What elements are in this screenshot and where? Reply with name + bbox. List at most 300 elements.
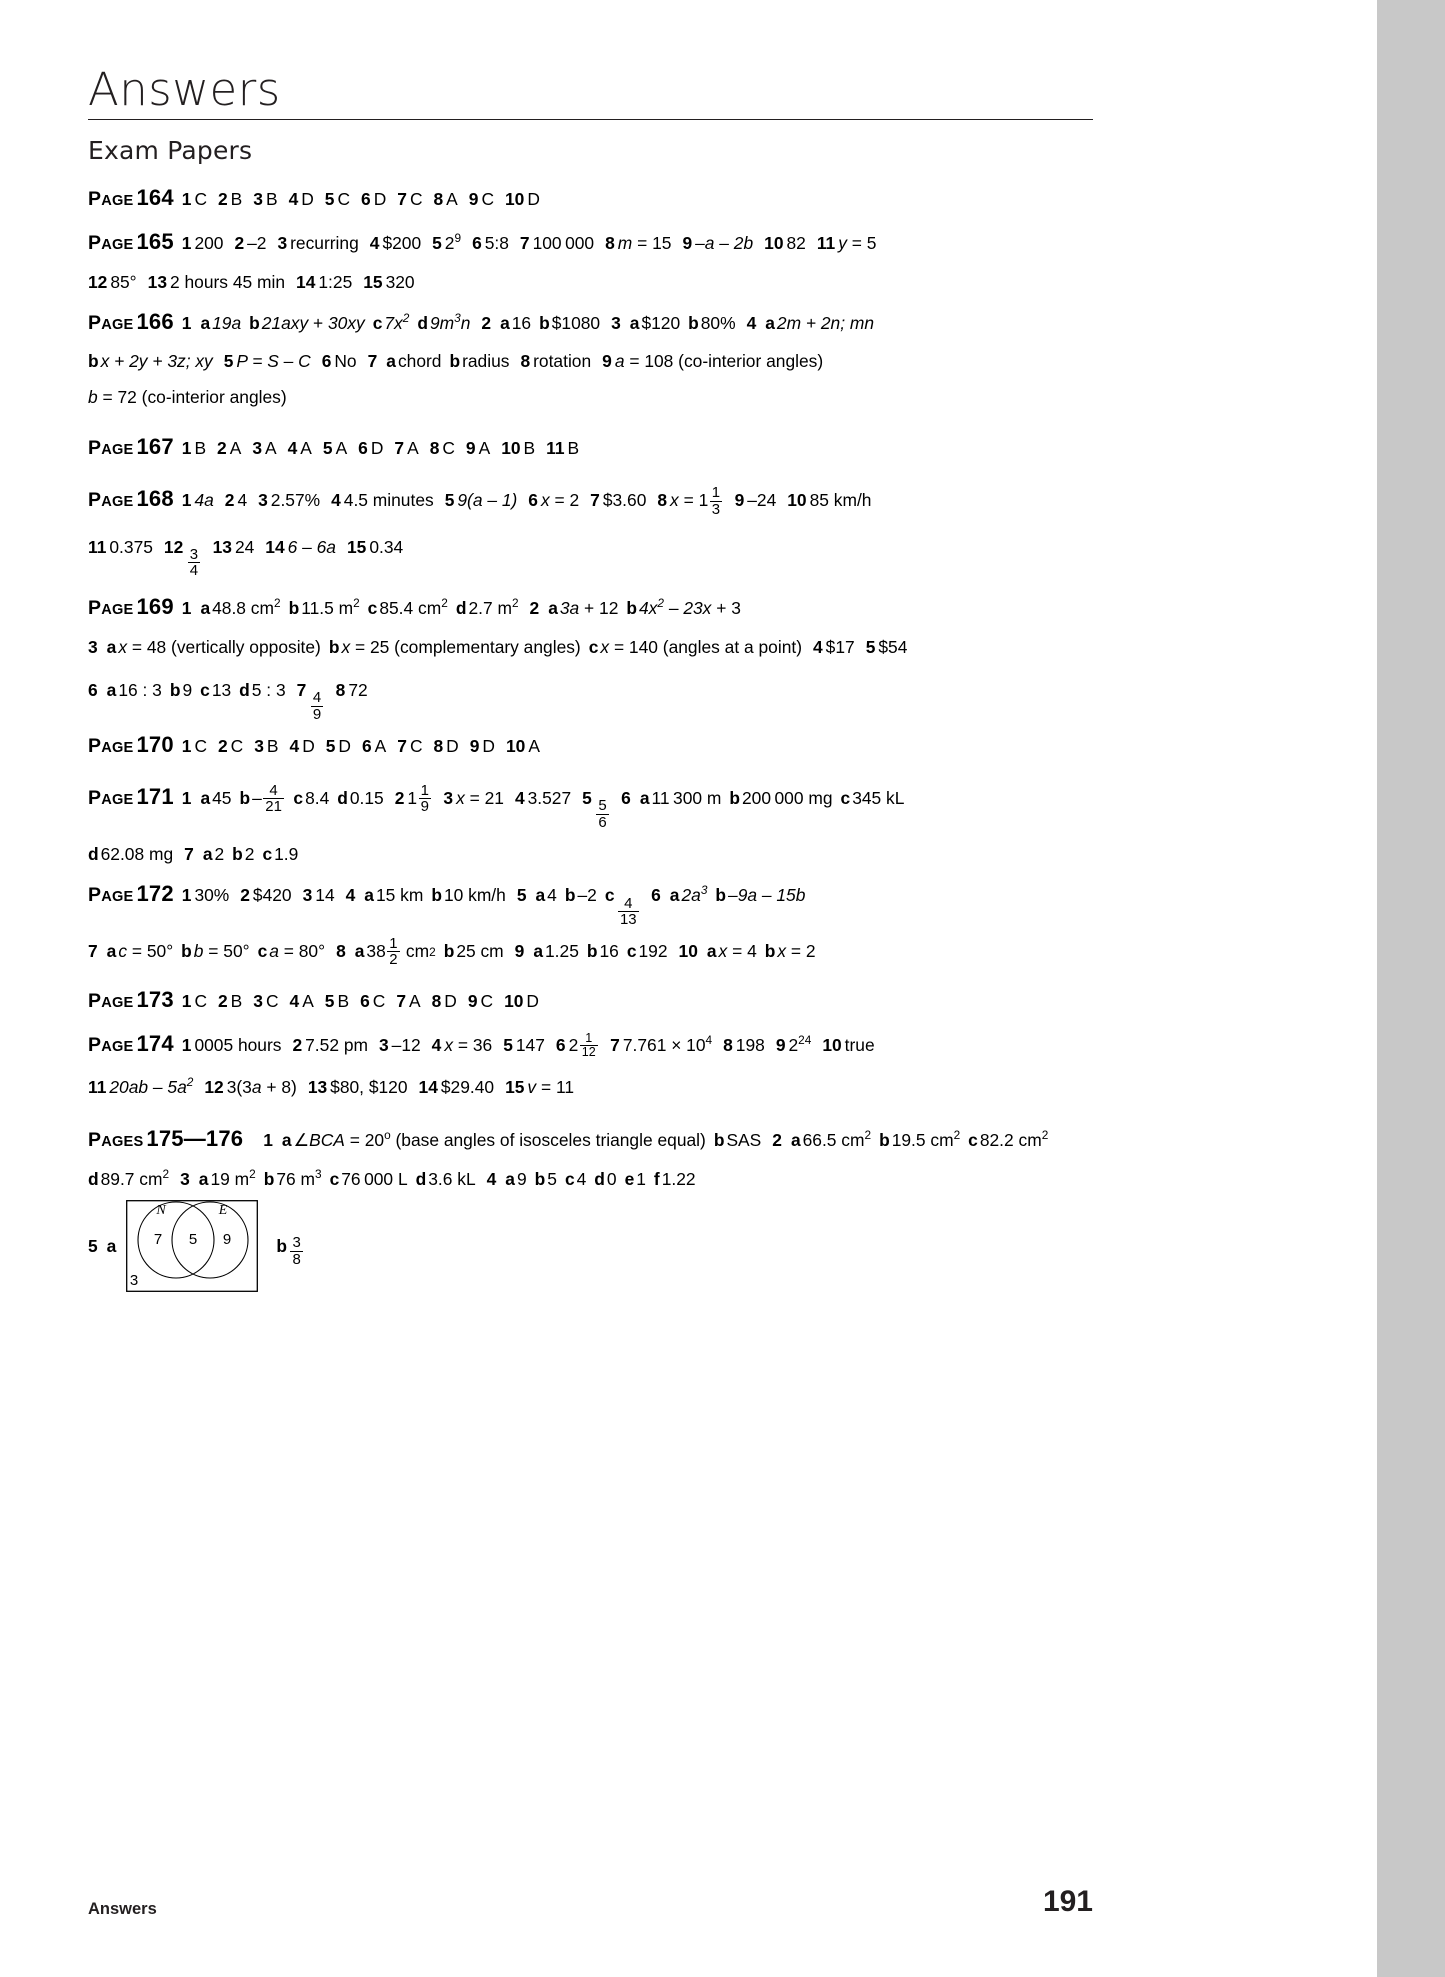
question-number: 2: [218, 990, 228, 1011]
answer-value: D: [302, 735, 315, 756]
answer-value: 85°: [110, 271, 137, 292]
question-number: 8: [335, 680, 346, 701]
answer-value: 82: [786, 233, 806, 254]
question-number: 4: [345, 885, 356, 906]
part-label: b: [764, 941, 776, 962]
question-number: 14: [418, 1077, 438, 1098]
part-label: b: [239, 788, 251, 809]
question-number: 2: [292, 1034, 303, 1055]
question-number: 9: [734, 490, 745, 511]
answer-value: 85 km/h: [809, 490, 872, 511]
question-number: 1: [263, 1130, 273, 1151]
footer-section-label: Answers: [88, 1900, 157, 1918]
answer-value: 0: [606, 1168, 617, 1189]
page-word-small: AGE: [101, 1038, 134, 1055]
answer-value: 76 $m^3$: [276, 1166, 322, 1189]
answer-value: D: [527, 189, 540, 210]
answer-value: 2 $\frac{1}{12}$: [568, 1031, 596, 1060]
page-label-165: [88, 229, 174, 255]
part-label: a: [200, 598, 211, 619]
answer-block-page-165-line2: [88, 266, 1093, 299]
answer-value: 100 000: [532, 233, 595, 254]
answer-value: 1.9: [274, 843, 299, 864]
answer-value: 38 $\frac{1}{2}$ cm 2: [366, 935, 436, 969]
answer-value: 0.34: [369, 536, 404, 557]
answer-value: B: [230, 189, 243, 210]
part-label: b: [729, 788, 740, 809]
answer-value: m = 15: [617, 233, 672, 254]
question-number: 2: [218, 735, 228, 756]
answer-value: –9a – 15b: [728, 885, 806, 906]
question-number: 15: [505, 1077, 525, 1098]
question-number: 13: [147, 271, 167, 292]
part-label: a: [533, 941, 544, 962]
question-number: 8: [336, 941, 346, 962]
question-number: 4: [486, 1168, 497, 1189]
answer-value: x = 4: [718, 941, 757, 962]
page-number-166: 166: [136, 309, 174, 335]
part-label: c: [626, 941, 637, 962]
part-label: c: [200, 680, 210, 701]
answer-value: C: [337, 189, 351, 210]
answer-value: –2: [247, 233, 267, 254]
page-label-175-176: [88, 1126, 244, 1152]
answer-value: 24: [234, 536, 255, 557]
part-label: b: [539, 313, 550, 334]
answer-value: 19 $m^2$: [210, 1166, 256, 1189]
pages-word-small: AGES: [101, 1134, 144, 1151]
answer-value: 4.5 minutes: [343, 490, 434, 511]
answer-value: A: [407, 438, 419, 459]
answer-value: B: [194, 438, 207, 459]
question-number: 9: [775, 1034, 786, 1055]
question-number: 9: [602, 351, 612, 372]
answer-value: 1 $\frac{1}{9}$: [407, 782, 429, 816]
answer-value: x = 1 $\frac{1}{3}$: [670, 484, 721, 518]
answer-block-page-166: [88, 301, 1093, 343]
answer-value: $\frac{4}{9}$: [312, 689, 322, 723]
part-label: c: [257, 941, 268, 962]
answer-value: x = 140 (angles at a point): [600, 636, 802, 657]
question-number: 1: [181, 233, 192, 254]
question-number: 8: [520, 351, 531, 372]
answer-value: –a – 2b: [695, 233, 754, 254]
question-number: 4: [813, 636, 823, 657]
part-label: c: [588, 636, 599, 657]
answer-block-page-168-line2: [88, 531, 1093, 579]
question-number: 10: [501, 438, 521, 459]
question-number: 4: [287, 438, 298, 459]
question-number: 10: [505, 735, 526, 756]
answer-value: 198: [735, 1034, 765, 1055]
question-number: 5: [324, 189, 335, 210]
question-number: 5: [516, 885, 527, 906]
pages-word-cap: P: [88, 1129, 102, 1152]
question-number: 2: [772, 1130, 782, 1151]
page-word-cap: P: [88, 597, 102, 620]
question-number: 10: [787, 490, 807, 511]
question-number: 1: [181, 598, 192, 619]
part-label: c: [372, 313, 383, 334]
question-number: 9: [467, 990, 478, 1011]
section-title: Exam Papers: [88, 136, 253, 166]
question-number: 4: [288, 189, 299, 210]
question-number: 10: [678, 941, 698, 962]
answer-value: x = 48 (vertically opposite): [118, 636, 321, 657]
answer-value: $20ab - 5a^2$: [109, 1075, 194, 1098]
answer-value: No: [334, 351, 357, 372]
part-label: c: [840, 788, 851, 809]
answer-value: 4a: [194, 490, 214, 511]
page-word-cap: P: [88, 437, 102, 460]
part-label: b: [169, 680, 181, 701]
question-number: 4: [331, 490, 341, 511]
answer-value: 3.527: [527, 788, 572, 809]
part-label: c: [564, 1168, 575, 1189]
answer-value: C: [194, 990, 207, 1011]
question-number: 7: [396, 990, 406, 1011]
question-number: 1: [181, 885, 192, 906]
answer-value: 192: [638, 941, 668, 962]
answer-value: 1.22: [661, 1168, 696, 1189]
answer-value: C: [409, 189, 423, 210]
page-number-167: 167: [136, 434, 174, 460]
answer-value: C: [194, 735, 207, 756]
page-word-cap: P: [88, 1033, 102, 1056]
part-label: a: [106, 1235, 117, 1256]
page-label-174: [88, 1030, 174, 1056]
answer-value: A: [408, 990, 421, 1011]
answer-value: x + 2y + 3z; xy: [100, 351, 213, 372]
page-label-171: [88, 784, 174, 810]
answer-value: $7x^2$: [384, 311, 410, 334]
part-label: a: [281, 1130, 292, 1151]
answer-block-page-172-line2: [88, 935, 1093, 968]
answer-value: A: [300, 438, 312, 459]
question-number: 11: [546, 438, 565, 459]
answer-value: $4x^2 - 23x + 3$: [639, 596, 741, 619]
question-number: 4: [431, 1034, 442, 1055]
page-word-cap: P: [88, 489, 102, 512]
question-number: 6: [651, 885, 661, 906]
question-number: 2: [481, 313, 492, 334]
part-label: b: [564, 885, 576, 906]
answer-value: 25 cm: [456, 941, 504, 962]
question-number: 2: [394, 788, 405, 809]
question-number: 5: [432, 233, 442, 254]
question-number: 9: [469, 735, 480, 756]
question-number: 1: [181, 313, 192, 334]
answer-block-page-170: [88, 724, 1093, 766]
page-number-170: 170: [136, 731, 174, 757]
answer-value: x = 36: [444, 1034, 493, 1055]
page-word-cap: P: [88, 188, 102, 211]
question-number: 4: [369, 233, 380, 254]
answer-value: y = 5: [838, 233, 877, 254]
question-number: 8: [433, 735, 444, 756]
question-number: 5: [322, 438, 333, 459]
page-label-173: [88, 986, 174, 1012]
question-number: 1: [181, 189, 192, 210]
question-number: 5: [88, 1235, 98, 1256]
question-number: 6: [360, 990, 370, 1011]
answer-value: 66.5 $cm^2$: [802, 1128, 872, 1151]
answer-value: $2^9$: [444, 231, 462, 254]
answer-block-page-174: [88, 1023, 1093, 1065]
answer-value: A: [229, 438, 242, 459]
question-number: 11: [88, 536, 107, 557]
page-number-171: 171: [136, 784, 174, 810]
answer-value: x = 2: [777, 941, 816, 962]
question-number: 3: [253, 189, 263, 210]
answer-value: $80, $120: [330, 1077, 408, 1098]
question-number: 6: [361, 735, 372, 756]
part-label: e: [624, 1168, 635, 1189]
question-number: 2: [218, 189, 228, 210]
answer-value: c = 50°: [118, 941, 174, 962]
question-number: 5: [503, 1034, 513, 1055]
answer-value: 5:8: [484, 233, 509, 254]
page-number-168: 168: [136, 486, 174, 512]
answer-value: 16: [599, 941, 619, 962]
part-label: b: [715, 885, 727, 906]
page-word-cap: P: [88, 232, 102, 255]
part-label: d: [417, 313, 428, 334]
part-label: b: [249, 313, 260, 334]
question-number: 3: [252, 438, 262, 459]
question-number: 2: [217, 438, 227, 459]
answer-value: A: [265, 438, 277, 459]
part-label: a: [500, 313, 510, 334]
venn-circle-left: [138, 1202, 214, 1278]
answer-value: 1:25: [318, 271, 353, 292]
question-number: 10: [504, 990, 524, 1011]
answer-block-pages-175-176-line2: [88, 1163, 1093, 1196]
part-label: a: [202, 843, 213, 864]
answer-value: 14: [315, 885, 335, 906]
answer-block-page-169-line2: [88, 631, 1093, 664]
page-word-small: AGE: [101, 889, 134, 906]
page-word-small: AGE: [101, 442, 134, 459]
question-number: 6: [621, 788, 631, 809]
part-label: b: [88, 351, 99, 372]
page-word-cap: P: [88, 787, 102, 810]
answer-value: v = 11: [527, 1077, 574, 1098]
question-number: 11: [88, 1077, 107, 1098]
answer-value: A: [374, 735, 387, 756]
answer-value: $200: [382, 233, 422, 254]
answer-value: 2.7 $m^2$: [468, 596, 519, 619]
answer-value: $\frac{5}{6}$: [598, 797, 607, 831]
question-number: 9: [514, 941, 525, 962]
part-label: a: [106, 941, 117, 962]
answer-value: D: [301, 189, 314, 210]
answer-value: true: [844, 1034, 875, 1055]
question-number: 5: [325, 735, 336, 756]
question-number: 7: [610, 1034, 620, 1055]
fraction-denominator: 8: [292, 1250, 301, 1268]
answer-value: 0005 hours: [194, 1034, 282, 1055]
answer-value: D: [482, 735, 495, 756]
question-number: 14: [296, 271, 316, 292]
question-number: 12: [88, 271, 108, 292]
part-label: a: [629, 313, 640, 334]
answer-value: 3.6 kL: [428, 1168, 476, 1189]
question-number: 6: [358, 438, 368, 459]
part-label: a: [106, 680, 117, 701]
question-number: 3: [254, 735, 264, 756]
answer-value: C: [372, 990, 386, 1011]
answer-value: –12: [391, 1034, 421, 1055]
answer-value: –24: [747, 490, 777, 511]
question-number: 11: [816, 233, 836, 254]
page-label-172: [88, 881, 174, 907]
answer-value: 9(a – 1): [457, 490, 518, 511]
question-number: 14: [265, 536, 285, 557]
part-label: c: [968, 1130, 978, 1151]
answer-value: 147: [515, 1034, 545, 1055]
part-label: a: [200, 788, 211, 809]
part-label: c: [293, 788, 304, 809]
question-number: 6: [321, 351, 332, 372]
part-label: a: [364, 885, 374, 906]
part-label: b: [232, 843, 243, 864]
part-label: a: [198, 1168, 209, 1189]
question-number: 2: [240, 885, 250, 906]
part-label: c: [604, 885, 615, 906]
answer-value: 82.2 $cm^2$: [979, 1128, 1049, 1151]
page-word-cap: P: [88, 884, 102, 907]
part-label: b: [534, 1168, 546, 1189]
part-label: b: [263, 1168, 275, 1189]
question-number: 7: [367, 351, 378, 372]
question-number: 5: [444, 490, 455, 511]
question-number: 1: [181, 735, 192, 756]
answer-value: radius: [462, 351, 510, 372]
answer-value: D: [373, 189, 387, 210]
part-label: b: [879, 1130, 890, 1151]
question-number: 8: [605, 233, 615, 254]
answer-value: D: [370, 438, 384, 459]
answer-value: B: [230, 990, 243, 1011]
answer-value: 2.57%: [270, 490, 321, 511]
page-number-173: 173: [136, 986, 174, 1012]
part-label: d: [239, 680, 250, 701]
answer-value: B: [265, 189, 278, 210]
page-word-cap: P: [88, 989, 102, 1012]
part-label: b: [288, 598, 300, 619]
answer-value: 3a + 12: [559, 598, 619, 619]
part-label: a: [639, 788, 650, 809]
question-number: 6: [528, 490, 538, 511]
question-number: 6: [88, 680, 98, 701]
answer-value: 200: [194, 233, 224, 254]
question-number: 3: [378, 1034, 389, 1055]
answer-block-page-169: [88, 586, 1093, 628]
question-number: 7: [590, 490, 600, 511]
answer-value: 15 km: [375, 885, 424, 906]
venn-value-intersection: 5: [189, 1231, 198, 1249]
part-label: a: [706, 941, 717, 962]
answer-block-page-167: [88, 426, 1093, 468]
question-number: 8: [657, 490, 668, 511]
answer-value: 11 300 m: [651, 788, 722, 809]
venn-value-left-only: 7: [154, 1231, 163, 1249]
answer-value: x = 2: [540, 490, 580, 511]
answer-value: 10 km/h: [443, 885, 506, 906]
answer-value: $1080: [551, 313, 601, 334]
answer-value: 89.7 $cm^2$: [100, 1166, 170, 1189]
page-word-small: AGE: [101, 317, 134, 334]
question-number: 3: [180, 1168, 190, 1189]
venn-answer-row: [88, 1200, 1093, 1292]
question-number: 1: [181, 490, 192, 511]
answer-value: B: [523, 438, 536, 459]
answer-value: A: [446, 189, 458, 210]
answer-value: [289, 1225, 304, 1267]
answer-value: $\frac{4}{13}$: [619, 894, 637, 928]
answer-value: x = 21: [456, 788, 504, 809]
answer-value: 16: [511, 313, 532, 334]
page-word-cap: P: [88, 312, 102, 335]
answer-value: 320: [385, 271, 415, 292]
question-number: 15: [346, 536, 367, 557]
question-number: 1: [181, 1034, 192, 1055]
answer-value: D: [526, 990, 539, 1011]
part-label: b: [586, 941, 598, 962]
question-number: 6: [361, 189, 371, 210]
page-label-168: [88, 486, 174, 512]
answer-value: $7.761 \times 10^4$: [622, 1033, 713, 1055]
question-number: 10: [505, 189, 525, 210]
answer-value: 80%: [700, 313, 736, 334]
answer-value: $\frac{3}{4}$: [189, 545, 199, 580]
part-label: c: [367, 598, 378, 619]
question-number: 7: [394, 438, 405, 459]
answer-value: C: [442, 438, 455, 459]
answer-value: 4: [237, 490, 248, 511]
answer-value: chord: [397, 351, 442, 372]
answer-block-page-173: [88, 979, 1093, 1021]
answer-value: B: [337, 990, 350, 1011]
answer-value: 0.375: [109, 536, 153, 557]
answer-value: 2m + 2n; mn: [776, 313, 875, 334]
question-number: 2: [234, 233, 245, 254]
page-number-175-176: 175—176: [146, 1126, 244, 1152]
title-divider: [88, 119, 1093, 120]
answer-value: recurring: [290, 233, 359, 254]
answer-value: 19.5 $cm^2$: [891, 1128, 961, 1151]
answer-block-page-164: [88, 177, 1093, 219]
question-number: 5: [324, 990, 335, 1011]
venn-circle-right: [172, 1202, 248, 1278]
question-number: 7: [184, 843, 194, 864]
question-number: 10: [764, 233, 784, 254]
answer-block-pages-175-176: [88, 1118, 1093, 1160]
question-number: 12: [163, 536, 184, 557]
venn-diagram-svg: [126, 1200, 258, 1292]
answer-value: 5 : 3: [251, 680, 286, 701]
question-number: 7: [397, 189, 407, 210]
answer-value: B: [266, 735, 279, 756]
page-title: Answers: [88, 63, 281, 116]
answer-value: 4: [576, 1168, 587, 1189]
answer-value: 7.52 pm: [305, 1034, 368, 1055]
answer-value: 30%: [194, 885, 230, 906]
page-word-small: AGE: [101, 602, 134, 619]
answer-value: 3(3a + 8): [226, 1077, 297, 1098]
answer-value: $54: [878, 636, 908, 657]
